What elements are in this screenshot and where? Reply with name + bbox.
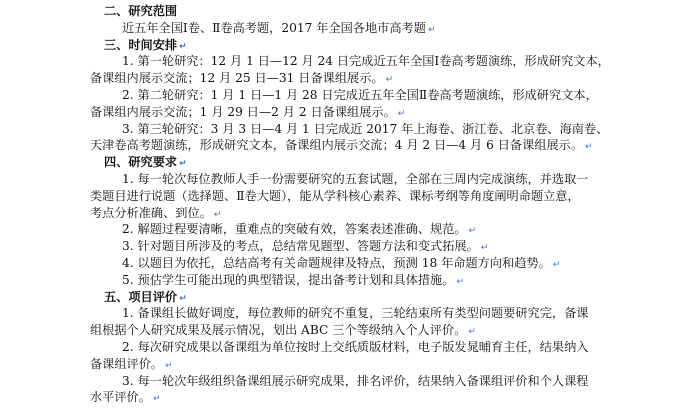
paragraph-mark-icon: ↵ (480, 243, 489, 254)
paragraph-mark-icon: ↵ (585, 142, 593, 153)
paragraph-mark-icon: ↵ (468, 327, 476, 338)
line-text: 1. 每一轮次每位教师人手一份需要研究的五套试题，全部在三周内完成演练，并选取一 (122, 172, 589, 186)
paragraph-mark-icon: ↵ (179, 41, 187, 52)
line-text: 备课组内展示交流；12 月 25 日—31 日备课组展示。 (90, 71, 384, 86)
line-text: 备课组内展示交流；1 月 29 日—2 月 2 日备课组展示。 (90, 104, 396, 119)
line-text: 水平评价。 (90, 390, 151, 405)
paragraph-line (0, 388, 700, 409)
line-text: 类题目进行说题（选择题、Ⅱ卷大题），能从学科核心素养、课标考纲等角度阐明命题立意， (90, 188, 580, 203)
paragraph-mark-icon: ↵ (552, 260, 561, 270)
line-text: 近五年全国Ⅰ卷、Ⅱ卷高考题，2017 年全国各地市高考题 (122, 20, 426, 35)
paragraph-mark-icon: ↵ (179, 159, 187, 170)
paragraph-mark-icon: ↵ (213, 209, 222, 220)
line-text: 四、研究要求 (104, 155, 178, 170)
line-text: 五、项目评价 (104, 289, 178, 304)
paragraph-mark-icon: ↵ (456, 276, 464, 287)
line-text: 5. 预估学生可能出现的典型错误，提出备考计划和具体措施。 (122, 272, 455, 287)
line-text: 天津卷高考题演练，形成研究文本，备课组内展示交流；4 月 2 日—4 月 6 日备课组展示。 (90, 138, 584, 153)
paragraph-mark-icon: ↵ (385, 75, 394, 86)
line-text: 3. 针对题目所涉及的考点，总结常见题型、答题方法和变式拓展。 (122, 239, 479, 254)
line-text: 2. 每次研究成果以备课组为单位按时上交纸质版材料，电子版发晁晡育主任，结果纳入 (122, 340, 589, 354)
line-text: 2. 解题过程要清晰，重难点的突破有效，答案表述准确、规范。 (122, 222, 467, 237)
paragraph-mark-icon: ↵ (152, 394, 161, 405)
paragraph-mark-icon: ↵ (165, 360, 173, 371)
line-text: 1. 备课组长做好调度，每位教师的研究不重复，三轮结束所有类型问题要研究完，备课 (122, 306, 589, 321)
paragraph-mark-icon: ↵ (427, 24, 436, 35)
line-text: 1. 第一轮研究：12 月 1 日—12 月 24 日完成近五年全国Ⅰ卷高考题演练，形成研究文本， (122, 54, 610, 69)
line-text: 3. 第三轮研究：3 月 3 日—4 月 1 日完成近 2017 年上海卷、浙江卷、北京卷、海南卷、 (122, 121, 609, 136)
paragraph-mark-icon: ↵ (397, 108, 406, 119)
line-text: 组根据个人研究成果及展示情况，划出 ABC 三个等级纳入个人评价。 (90, 323, 467, 338)
line-text: 考点分析准确、到位。 (90, 205, 212, 220)
line-text: 二、研究范围 (104, 4, 178, 18)
line-text: 备课组评价。 (90, 356, 164, 371)
line-text: 三、时间安排 (104, 37, 178, 52)
line-text: 3. 每一轮次年级组织备课组展示研究成果，排名评价，结果纳入备课组评价和个人课程 (122, 373, 589, 388)
paragraph-mark-icon: ↵ (468, 226, 477, 237)
paragraph-mark-icon: ↵ (179, 293, 187, 304)
line-text: 4. 以题目为依托，总结高考有关命题规律及特点，预测 18 年命题方向和趋势。 (122, 256, 551, 270)
line-text: 2. 第二轮研究：1 月 1 日—1 月 28 日完成近五年全国Ⅱ卷高考题演练，形成研究文本， (122, 88, 598, 102)
